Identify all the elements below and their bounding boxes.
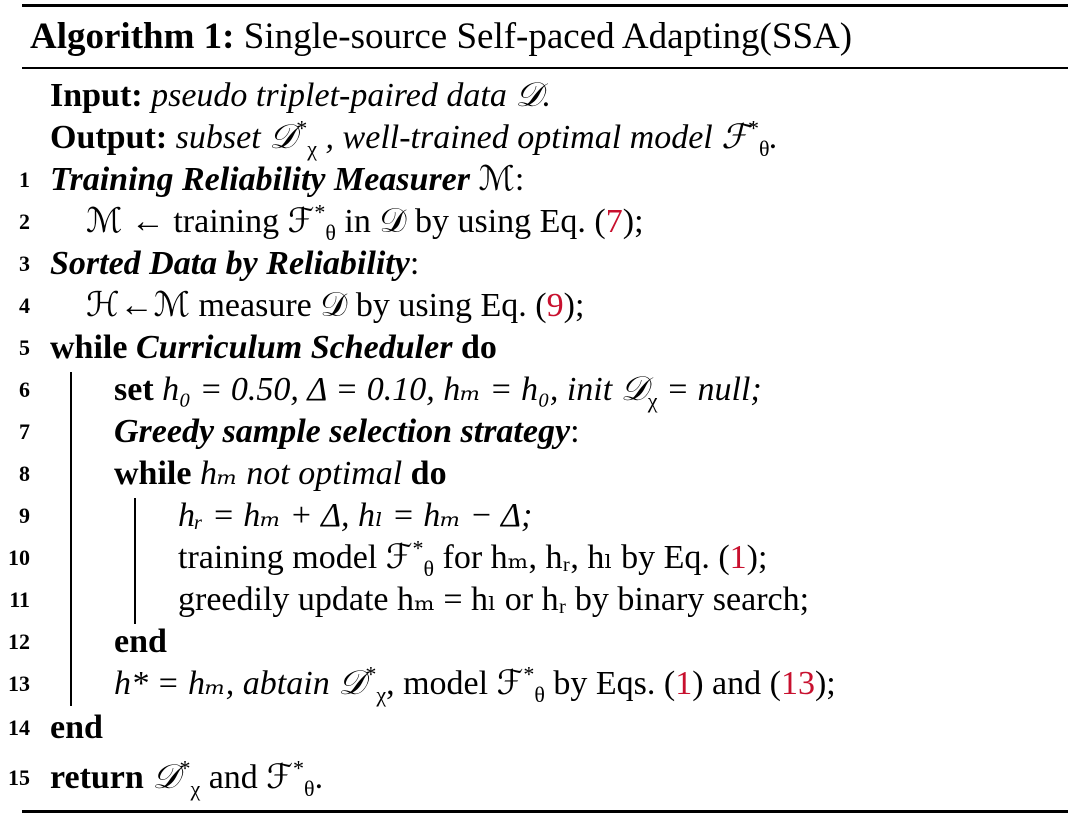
while-keyword: while [50,329,128,366]
step-text: ); [563,287,585,324]
step-text: ℳ ← training ℱ [86,203,315,240]
step-text: and ℱ [200,759,294,796]
top-rule [22,4,1068,7]
step-text: ) and ( [692,665,781,702]
algorithm-name: Single-source Self-paced Adapting(SSA) [243,16,853,57]
step-text: : [570,413,580,450]
do-keyword: do [460,329,497,366]
step-text: ℳ: [478,161,525,198]
input-label: Input: [50,77,143,114]
step-text: ); [814,665,836,702]
line-number: 13 [8,671,30,696]
star-sup: * [293,755,305,781]
step-title: Training Reliability Measurer [50,161,471,198]
output-text-c: . [769,119,779,156]
theta-sub: θ [423,555,435,581]
step-text: h* = hₘ, abtain 𝒟 [114,665,366,702]
star-sup: * [365,661,377,687]
algorithm-title [30,14,852,60]
step-text: greedily update hₘ = hₗ or hᵣ by binary search; [178,581,810,618]
star-sup: * [296,115,308,141]
chi-sub: χ [376,681,387,707]
step-text: ); [622,203,644,240]
line-number: 8 [19,461,30,486]
step-text: 𝒟 [143,759,180,796]
theta-sub: θ [758,135,770,161]
step-text: ℋ←ℳ measure 𝒟 by using Eq. ( [86,287,547,324]
step-text: in 𝒟 by using Eq. ( [335,203,606,240]
step-text: hᵣ = hₘ + Δ, hₗ = hₘ − Δ; [178,497,533,534]
theta-sub: θ [325,219,336,245]
equation-ref[interactable]: 1 [675,665,693,702]
step-text: for hₘ, hᵣ, hₗ by Eq. ( [434,539,730,576]
star-sup: * [412,535,424,561]
star-sup: * [179,755,191,781]
step-text: = null; [657,371,762,408]
equation-ref[interactable]: 7 [605,203,623,240]
line-number: 11 [9,587,30,612]
line-number: 9 [19,503,30,528]
line-number: 4 [19,293,30,318]
star-sup: * [523,661,535,687]
step-title: Curriculum Scheduler [135,329,453,366]
chi-sub: χ [307,135,318,161]
step-text: : [409,245,420,282]
step-text: hₘ not optimal [199,455,403,492]
title-rule [22,67,1068,69]
chi-sub: χ [190,775,201,801]
do-keyword: do [410,455,447,492]
line-number: 2 [19,209,30,234]
output-text-b: , well-trained optimal model ℱ [325,119,748,156]
line-number: 7 [19,419,30,444]
line-number: 1 [19,167,30,192]
step-text: training model ℱ [178,539,413,576]
chi-sub: χ [647,387,658,413]
bottom-rule [22,810,1068,813]
step-text: . [314,759,324,796]
outer-loop-bar [70,372,72,706]
star-sup: * [314,199,326,225]
theta-sub: θ [304,775,315,801]
equation-ref[interactable]: 13 [780,665,815,702]
return-keyword: return [50,759,144,796]
line-number: 6 [19,377,30,402]
step-title: Greedy sample selection strategy [114,413,571,450]
line-number: 14 [8,715,30,740]
step-text: , model ℱ [386,665,524,702]
step-text: by Eqs. ( [544,665,676,702]
set-keyword: set [114,371,154,408]
inner-loop-bar [134,498,136,624]
step-text: ); [746,539,768,576]
equation-ref[interactable]: 9 [546,287,564,324]
while-keyword: while [114,455,192,492]
output-label: Output: [50,119,168,156]
end-keyword: end [114,623,167,660]
step-text: h₀ = 0.50, Δ = 0.10, hₘ = h₀, init 𝒟 [162,371,648,408]
star-sup: * [747,115,759,141]
output-text-a: subset 𝒟 [175,119,297,156]
algorithm-label: Algorithm 1: [30,16,235,57]
theta-sub: θ [534,681,545,707]
line-number: 5 [19,335,30,360]
line-number: 15 [8,765,30,790]
step-title: Sorted Data by Reliability [50,245,410,282]
equation-ref[interactable]: 1 [729,539,747,576]
end-keyword: end [50,709,103,746]
line-number: 3 [19,251,30,276]
line-number: 10 [8,545,30,570]
line-number: 12 [8,629,30,654]
input-text: pseudo triplet-paired data 𝒟. [151,77,551,114]
